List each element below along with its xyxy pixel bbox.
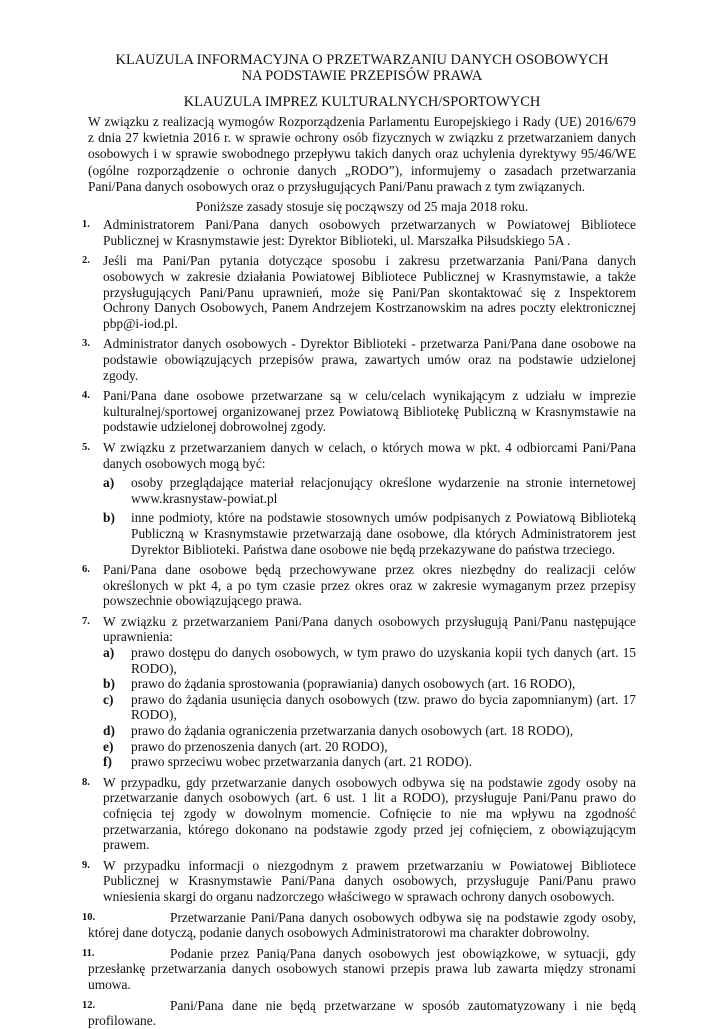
clause-text: Administrator danych osobowych - Dyrektor Biblioteki - przetwarza Pani/Pana dane osobowe na podstawie obowiązujących przepisów prawa, zawartych umów oraz na podstawie udzielonej zgody. [103, 336, 636, 383]
recipient-item-a [103, 475, 636, 506]
clause-text: Podanie przez Panią/Pana danych osobowych jest obowiązkowe, w sytuacji, gdy przesłankę przetwarzania danych osobowych stanowi przepis prawa lub zawarta między stronami umowa. [88, 945, 636, 992]
clause-item-9 [82, 857, 636, 905]
title-line-1: KLAUZULA INFORMACYJNA O PRZETWARZANIU DANYCH OSOBOWYCH [115, 52, 609, 68]
sub-letter: d) [103, 723, 115, 739]
clause-number: 2. [82, 255, 90, 267]
sub-text: prawo do żądania usunięcia danych osobowych (tzw. prawo do bycia zapomnianym) (art. 17 RODO), [131, 691, 636, 723]
clause-number: 8. [82, 776, 90, 788]
clause-item-12 [82, 997, 636, 1029]
clause-text: Pani/Pana dane nie będą przetwarzane w sposób zautomatyzowany i nie będą profilowane. [88, 997, 636, 1029]
right-item-e [103, 739, 636, 755]
clause-item-7 [82, 613, 636, 770]
clause-number: 7. [82, 615, 90, 627]
clause-text: W przypadku, gdy przetwarzanie danych osobowych odbywa się na podstawie zgody osoby na przetwarzanie danych osobowych (art. 6 ust. 1 lit a RODO), przysługuje Pani/Panu prawo do cofnięcia tej zgody w dowolnym momencie. Cofnięcie to nie ma wpływu na zgodność przetwarzania, którego dokonano na podstawie zgody przed jej cofnięciem, z obowiązującym prawem. [103, 774, 636, 853]
clause-text: Przetwarzanie Pani/Pana danych osobowych odbywa się na podstawie zgody osoby, której dane dotyczą, podanie danych osobowych Administratorowi ma charakter dobrowolny. [88, 909, 636, 941]
clause-item-11 [82, 945, 636, 993]
sub-letter: a) [103, 645, 115, 661]
clause-text: W związku z przetwarzaniem Pani/Pana danych osobowych przysługują Pani/Panu następujące uprawnienia: [103, 613, 636, 645]
right-item-d [103, 723, 636, 739]
clause-list [82, 217, 636, 1029]
sub-text: prawo do żądania sprostowania (poprawiania) danych osobowych (art. 16 RODO), [131, 676, 576, 692]
sub-text: osoby przeglądające materiał relacjonujący określone wydarzenie na stronie internetowej www.krasnystaw-powiat.pl [131, 475, 636, 506]
clause-item-10 [82, 909, 636, 941]
clause-text: Pani/Pana dane osobowe będą przechowywane przez okres niezbędny do realizacji celów określonych w pkt 4, a po tym czasie przez okres oraz w zakresie wymaganym przez przepisy powszechnie obowiązującego prawa. [103, 562, 636, 609]
sub-text: prawo do żądania ograniczenia przetwarzania danych osobowych (art. 18 RODO), [131, 723, 574, 739]
sub-text: prawo dostępu do danych osobowych, w tym prawo do uzyskania kopii tych danych (art. 15 RODO), [131, 645, 636, 676]
clause-item-6 [82, 562, 636, 609]
sub-letter: c) [103, 691, 114, 707]
clause-item-8 [82, 774, 636, 853]
clause-item-2 [82, 253, 636, 331]
clause-number: 9. [82, 859, 90, 871]
right-item-c [103, 692, 636, 723]
effective-date-note: Poniższe zasady stosuje się począwszy od 25 maja 2018 roku. [195, 199, 529, 215]
recipient-item-b [103, 510, 636, 557]
sub-letter: b) [103, 510, 115, 526]
sub-letter: f) [103, 754, 112, 770]
title-line-2: NA PODSTAWIE PRZEPISÓW PRAWA [241, 68, 483, 84]
clause-text: Jeśli ma Pani/Pan pytania dotyczące sposobu i zakresu przetwarzania Pani/Pana danych osobowych w zakresie działania Powiatowej Bibliotece Publicznej w Krasnymstawie, a także przysługujących Pani/Panu uprawnień, może się Pani/Pan skontaktować się z Inspektorem Ochrony Danych Osobowych, Panem Andrzejem Kostrzanowskim na adres poczty elektronicznej pbp@i-iod.pl. [103, 253, 636, 331]
right-item-b [103, 676, 636, 692]
clause-item-1 [82, 217, 636, 248]
document-subtitle: KLAUZULA IMPREZ KULTURALNYCH/SPORTOWYCH [183, 94, 541, 110]
clause-number: 11. [82, 947, 95, 959]
sub-letter: e) [103, 738, 114, 754]
intro-paragraph: W związku z realizacją wymogów Rozporządzenia Parlamentu Europejskiego i Rady (UE) 2016/679 z dnia 27 kwietnia 2016 r. w sprawie ochrony osób fizycznych w związku z przetwarzaniem danych osobowych i w sprawie swobodnego przepływu takich danych oraz uchylenia dyrektywy 95/46/WE (ogólne rozporządzenie o ochronie danych „RODO”), informujemy o zasadach przetwarzania Pani/Pana danych osobowych oraz o przysługujących Pani/Panu prawach z tym związanych. [88, 114, 636, 194]
right-item-a [103, 645, 636, 676]
clause-item-5 [82, 439, 636, 557]
clause-item-3 [82, 336, 636, 383]
clause-number: 6. [82, 564, 90, 576]
clause-number: 3. [82, 338, 90, 350]
clause-number: 10. [82, 911, 96, 923]
clause-text: W przypadku informacji o niezgodnym z prawem przetwarzaniu w Powiatowej Bibliotece Publicznej w Krasnymstawie Pani/Pana danych osobowych, przysługuje Pani/Panu prawo wniesienia skargi do organu nadzorczego właściwego w sprawach ochrony danych osobowych. [103, 857, 636, 904]
sub-letter: a) [103, 475, 115, 491]
sub-text: inne podmioty, które na podstawie stosownych umów podpisanych z Powiatową Biblioteką Publiczną w Krasnymstawie przetwarzają dane osobowe, dla których Administratorem jest Dyrektor Biblioteki. Państwa dane osobowe nie będą przekazywane do państwa trzeciego. [131, 510, 636, 557]
right-item-f [103, 754, 636, 770]
clause-number: 4. [82, 390, 90, 402]
clause-number: 5. [82, 441, 90, 453]
clause-text: Pani/Pana dane osobowe przetwarzane są w celu/celach wynikającym z udziału w imprezie kulturalnej/sportowej organizowanej przez Powiatową Bibliotekę Publiczną w Krasnymstawie na podstawie udzielonej dobrowolnej zgody. [103, 388, 636, 435]
sub-text: prawo do przenoszenia danych (art. 20 RODO), [131, 738, 388, 754]
sub-letter: b) [103, 676, 115, 692]
clause-text: Administratorem Pani/Pana danych osobowych przetwarzanych w Powiatowej Bibliotece Publicznej w Krasnymstawie jest: Dyrektor Biblioteki, ul. Marszałka Piłsudskiego 5A . [103, 217, 636, 248]
document-title [88, 52, 636, 84]
clause-number: 12. [82, 999, 96, 1011]
clause-number: 1. [82, 219, 90, 231]
clause-text: W związku z przetwarzaniem danych w celach, o których mowa w pkt. 4 odbiorcami Pani/Pana danych osobowych mogą być: [103, 439, 636, 471]
clause-item-4 [82, 388, 636, 435]
sub-text: prawo sprzeciwu wobec przetwarzania danych (art. 21 RODO). [131, 754, 472, 770]
